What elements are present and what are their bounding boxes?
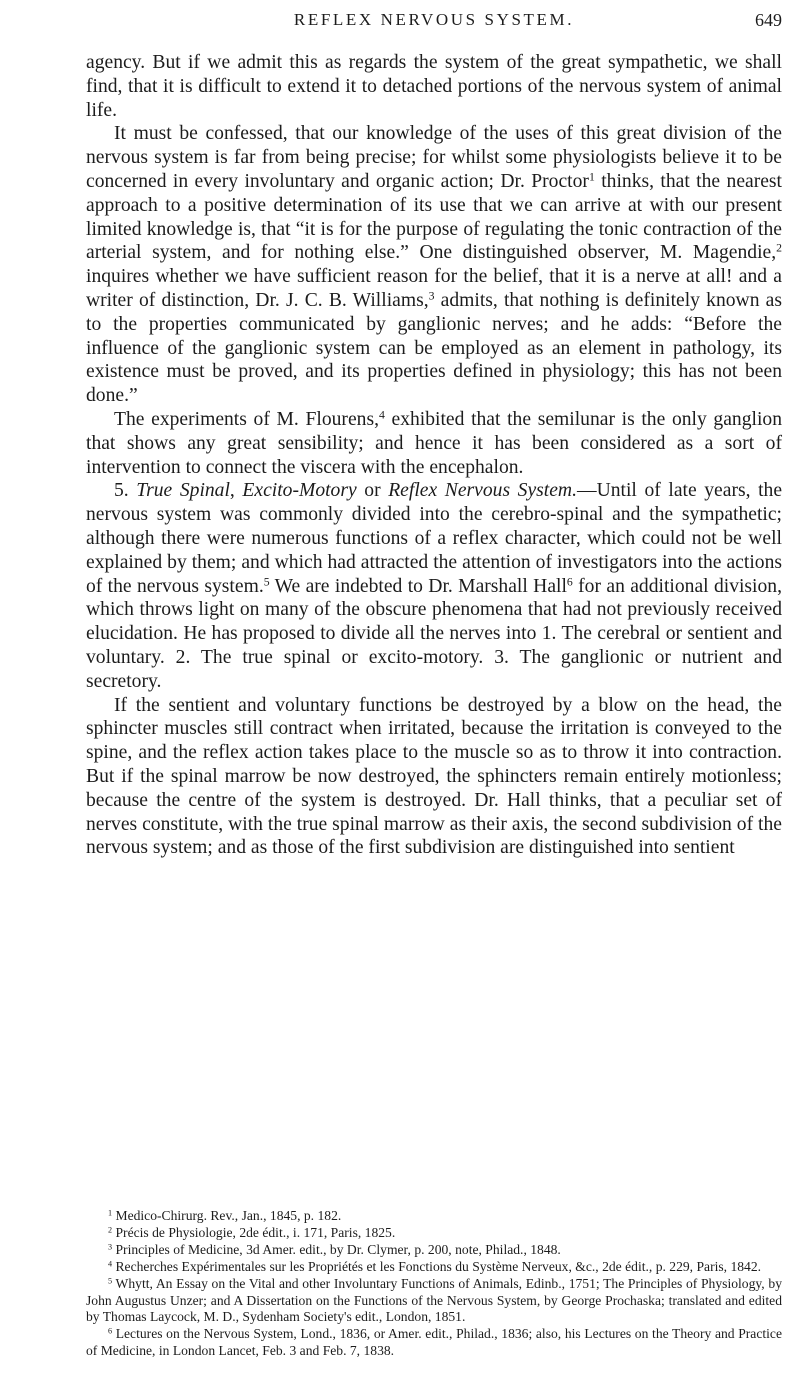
- footnote-text: Précis de Physiologie, 2de édit., i. 171, Paris, 1825.: [112, 1224, 396, 1240]
- paragraph-2-text-a: It must be confessed, that our knowledge of the uses of this great division of the nervous system is far from being precise; for whilst some physiologists believe it to be concerned in every involuntary and organic action; Dr. Proctor: [86, 123, 782, 192]
- footnote-mark: 3: [108, 1242, 113, 1252]
- heading-separator-1: [172, 480, 180, 501]
- section-heading-excito-motory: Excito-Motory: [242, 480, 357, 502]
- footnote-ref-5: 5: [263, 575, 270, 589]
- footnotes: [86, 1208, 782, 1360]
- footnote: [86, 1208, 782, 1225]
- footnote: [86, 1326, 782, 1360]
- footnote-ref-4: 4: [378, 408, 385, 422]
- section-heading-true: True: [136, 480, 173, 502]
- footnote-text: Principles of Medicine, 3d Amer. edit., by Dr. Clymer, p. 200, note, Philad., 1848.: [112, 1241, 561, 1257]
- heading-separator-2: ,: [229, 480, 243, 502]
- body-text: [86, 51, 782, 860]
- section-heading-spinal: Spinal: [179, 480, 230, 502]
- footnote-ref-2: 2: [776, 241, 782, 255]
- paragraph-2: [86, 122, 782, 408]
- footnote-mark: 2: [108, 1225, 113, 1235]
- paragraph-2-text-d: admits, that nothing is definitely known as to the properties communicated by ganglionic nerves; and he adds: “Before the influence of the ganglionic system can be employed as an element in pathology, its existence must be proved, and its properties defined in physiology; this has not been done.”: [86, 289, 782, 407]
- paragraph-3: [86, 408, 782, 479]
- footnote-text: Recherches Expérimentales sur les Propriétés et les Fonctions du Système Nerveux, &c., 2de édit., p. 229, Paris, 1842.: [112, 1258, 762, 1274]
- running-title: REFLEX NERVOUS SYSTEM.: [293, 10, 575, 29]
- footnote-mark: 5: [108, 1276, 113, 1286]
- footnote-text: Lectures on the Nervous System, Lond., 1836, or Amer. edit., Philad., 1836; also, his Lectures on the Theory and Practice of Medicine, in London Lancet, Feb. 3 and Feb. 7, 1838.: [86, 1326, 782, 1359]
- heading-separator-3: or: [356, 480, 389, 502]
- footnote: [86, 1242, 782, 1259]
- paragraph-4-text-c: for an additional division, which throws light on many of the obscure phenomena that had not previously received elucidation. He has proposed to divide all the nerves into 1. The cerebral or sentient and voluntary. 2. The true spinal or excito-motory. 3. The ganglionic or nutrient and secretory.: [86, 575, 782, 692]
- footnote: [86, 1276, 782, 1327]
- footnote-mark: 4: [108, 1259, 113, 1269]
- footnote-text: Medico-Chirurg. Rev., Jan., 1845, p. 182.: [112, 1208, 342, 1223]
- footnote: [86, 1259, 782, 1276]
- page-number: 649: [755, 10, 782, 30]
- paragraph-4-text-b: We are indebted to Dr. Marshall Hall: [269, 575, 567, 597]
- footnote-ref-6: 6: [566, 575, 573, 589]
- footnote-ref-1: 1: [588, 170, 595, 184]
- paragraph-2-text-c: inquires whether we have sufficient reason for the belief, that it is a nerve at all! and a writer of distinction, Dr. J. C. B. Williams,: [86, 266, 782, 311]
- paragraph-1: agency. But if we admit this as regards the system of the great sympathetic, we shall find, that it is difficult to extend it to detached portions of the nervous system of animal life.: [86, 52, 782, 121]
- section-heading-reflex: Reflex Nervous System.: [388, 480, 577, 502]
- running-head: [86, 10, 782, 40]
- footnote-ref-3: 3: [428, 289, 435, 303]
- paragraph-3-text-b: exhibited that the semilunar is the only ganglion that shows any great sensibility; and hence it has been considered as a sort of intervention to connect the viscera with the encephalon.: [86, 408, 782, 478]
- paragraph-3-text-a: The experiments of M. Flourens,: [114, 408, 379, 430]
- paragraph-2-text-b: thinks, that the nearest approach to a positive determination of its use that we can arrive at with our present limited knowledge is, that “it is for the purpose of regulating the tonic contraction of the arterial system, and for nothing else.” One distinguished observer, M. Magendie,: [86, 170, 782, 264]
- footnote: [86, 1225, 782, 1242]
- paragraph-4: [86, 479, 782, 693]
- paragraph-4-text-a: —Until of late years, the nervous system was commonly divided into the cerebro-spinal and the sympathetic; although there were numerous functions of a reflex character, which could not be well explained by them; and which had attracted the attention of investigators into the actions of the nervous system.: [86, 480, 783, 597]
- footnote-mark: 1: [108, 1208, 113, 1218]
- paragraph-5: If the sentient and voluntary functions be destroyed by a blow on the head, the sphincter muscles still contract when irritated, because the irritation is conveyed to the spine, and the reflex action takes place to the muscle so as to throw it into contraction. But if the spinal marrow be now destroyed, the sphincters remain entirely motionless; because the centre of the system is destroyed. Dr. Hall thinks, that a peculiar set of nerves constitute, with the true spinal marrow as their axis, the second subdivision of the nervous system; and as those of the first subdivision are distinguished into sentient: [86, 694, 782, 859]
- footnote-mark: 6: [108, 1326, 113, 1336]
- section-number: 5.: [114, 480, 137, 502]
- footnote-text: Whytt, An Essay on the Vital and other Involuntary Functions of Animals, Edinb., 1751; The Principles of Physiology, by John Augustus Unzer; and A Dissertation on the Functions of the Nervous System, by George Prochaska; translated and edited by Thomas Laycock, M. D., Sydenham Society's edit., London, 1851.: [86, 1275, 782, 1325]
